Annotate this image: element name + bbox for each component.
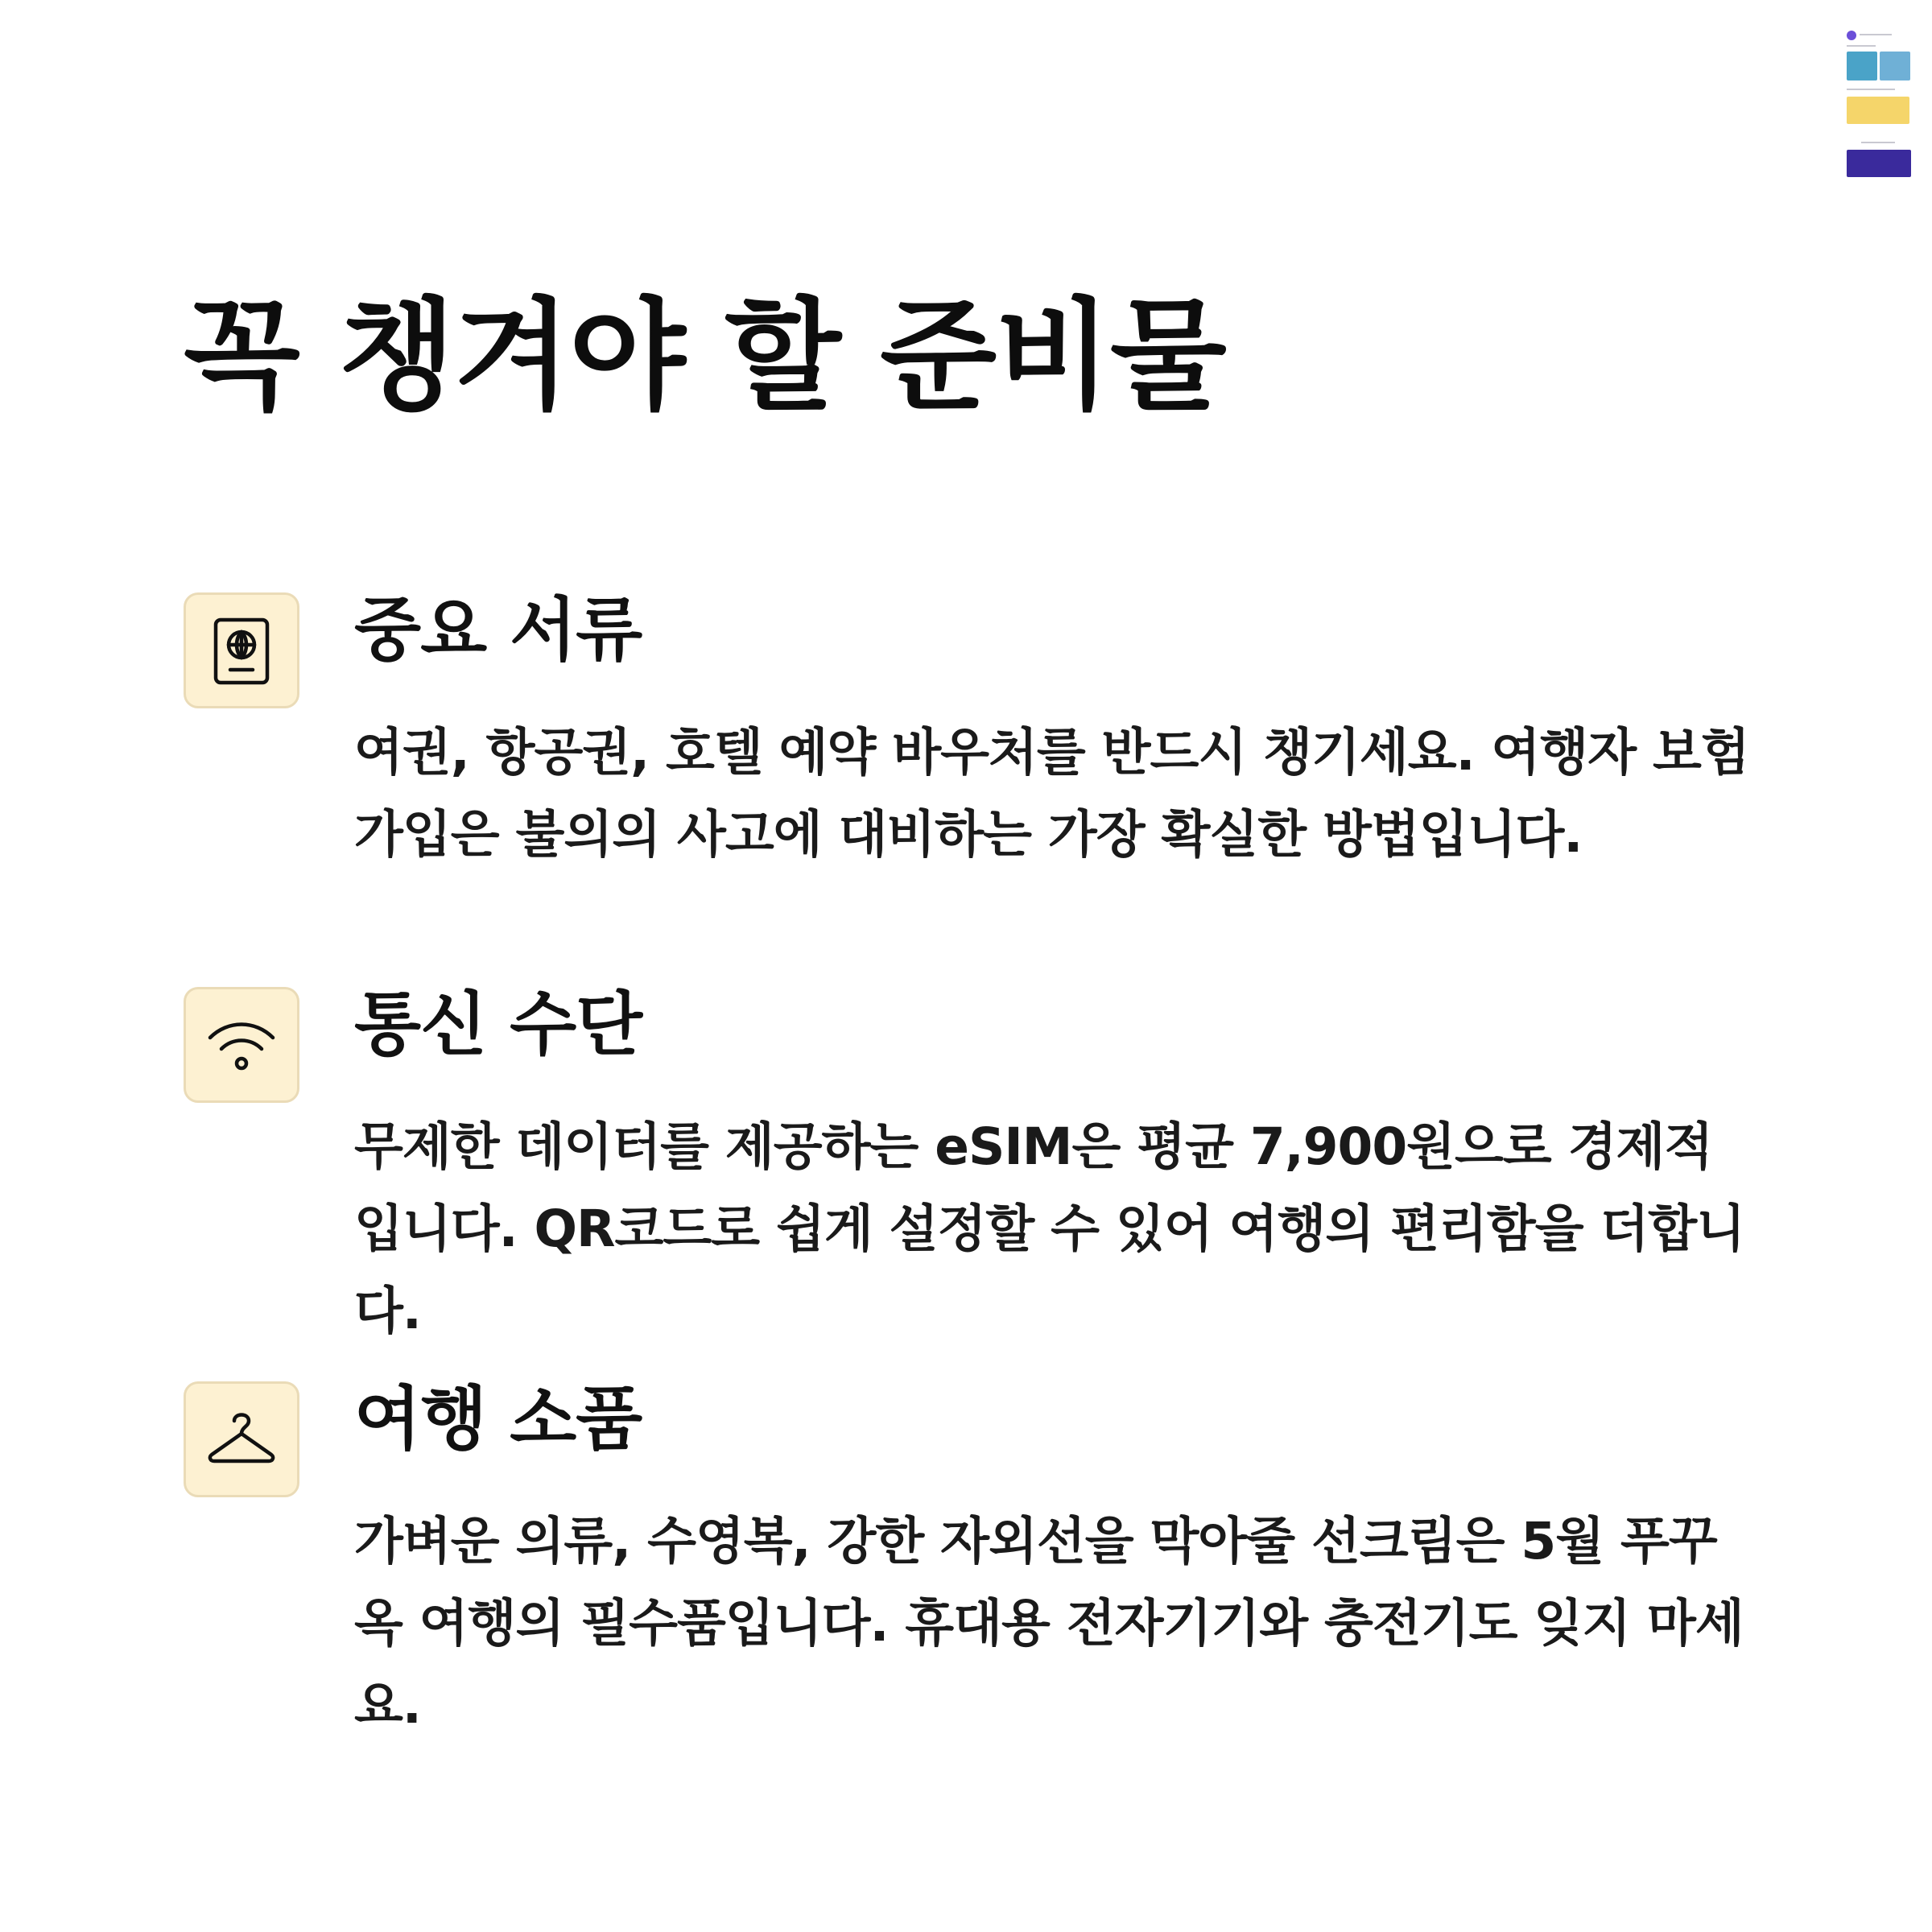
connectivity-icon-box: [184, 987, 299, 1103]
travel-items-icon-box: [184, 1381, 299, 1497]
thumbnail-image: [1847, 52, 1877, 80]
documents-icon-box: [184, 592, 299, 708]
hanger-icon: [204, 1402, 279, 1477]
thumbnail-badge: [1847, 31, 1856, 40]
thumbnail-banner: [1847, 150, 1911, 177]
section-desc-connectivity: 무제한 데이터를 제공하는 eSIM은 평균 7,900원으로 경제적입니다. QR코드로 쉽게 설정할 수 있어 여행의 편리함을 더합니다.: [354, 1117, 1745, 1340]
thumbnail-line: [1847, 45, 1876, 47]
thumbnail-line: [1861, 142, 1895, 143]
page-preview-thumbnail[interactable]: [1843, 27, 1913, 177]
thumbnail-banner: [1847, 97, 1909, 124]
section-title-travel-items: 여행 소품: [354, 1379, 642, 1459]
wifi-icon: [204, 1007, 279, 1083]
section-title-connectivity: 통신 수단: [354, 985, 642, 1065]
section-desc-documents: 여권, 항공권, 호텔 예약 바우처를 반드시 챙기세요. 여행자 보험 가입은 불의의 사고에 대비하는 가장 확실한 방법입니다.: [354, 723, 1749, 864]
page-title: 꼭 챙겨야 할 준비물: [184, 287, 1225, 427]
passport-icon: [204, 613, 279, 688]
thumbnail-line: [1860, 34, 1892, 35]
section-title-documents: 중요 서류: [354, 590, 642, 671]
thumbnail-image: [1880, 52, 1910, 80]
thumbnail-line: [1847, 89, 1895, 90]
section-desc-travel-items: 가벼운 의류, 수영복, 강한 자외선을 막아줄 선크림은 5월 푸꾸옥 여행의 필수품입니다. 휴대용 전자기기와 충전기도 잊지 마세요.: [354, 1512, 1744, 1735]
